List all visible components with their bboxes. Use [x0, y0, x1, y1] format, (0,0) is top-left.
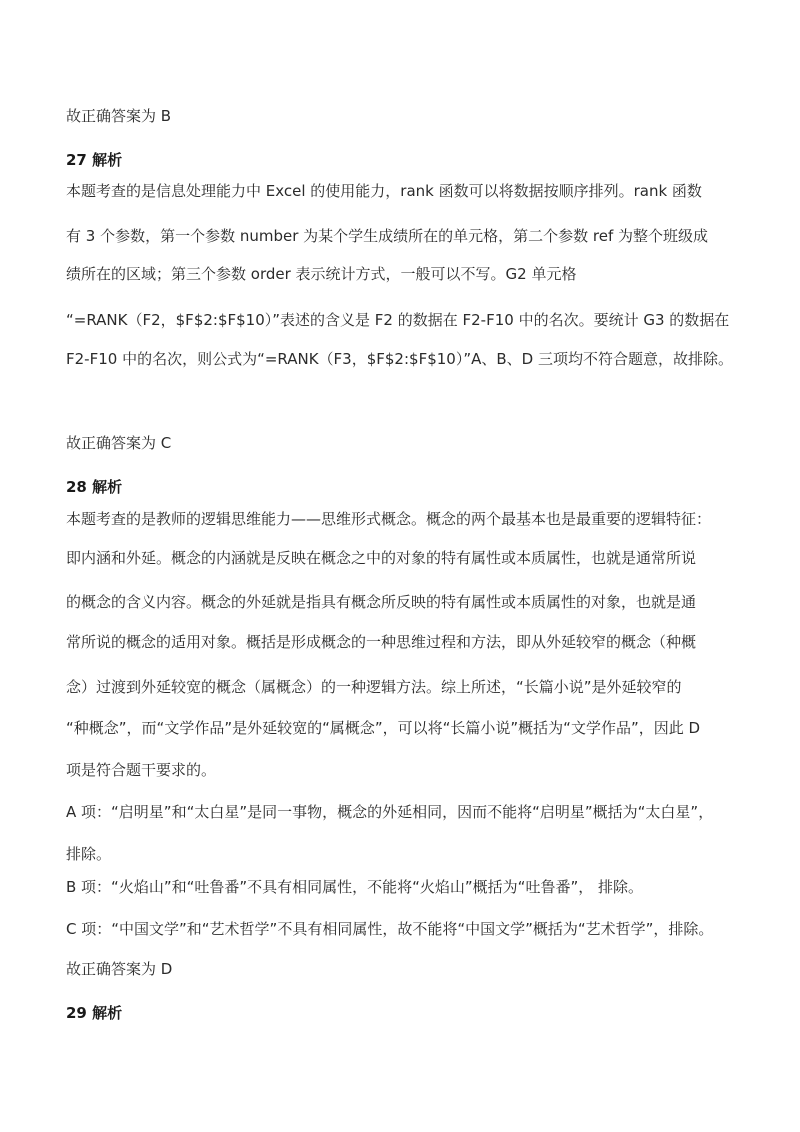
answer-line: 故正确答案为 B — [66, 107, 172, 125]
paragraph-line: C 项：“中国文学”和“艺术哲学”不具有相同属性，故不能将“中国文学”概括为“艺术哲学”，排除。 — [66, 920, 714, 938]
section-heading: 27 解析 — [66, 151, 123, 169]
paragraph-line: 本题考查的是教师的逻辑思维能力——思维形式概念。概念的两个最基本也是最重要的逻辑特征： — [66, 510, 712, 528]
paragraph-line: 项是符合题干要求的。 — [66, 761, 217, 779]
paragraph-line: “种概念”，而“文学作品”是外延较宽的“属概念”，可以将“长篇小说”概括为“文学作品”，因此 D — [66, 719, 701, 737]
answer-line: 故正确答案为 D — [66, 960, 173, 978]
paragraph-line: A 项：“启明星”和“太白星”是同一事物，概念的外延相同，因而不能将“启明星”概括为“太白星”， — [66, 803, 714, 821]
paragraph-line: 即内涵和外延。概念的内涵就是反映在概念之中的对象的特有属性或本质属性，也就是通常所说 — [66, 549, 697, 567]
section-heading: 28 解析 — [66, 478, 123, 496]
paragraph-line: F2-F10 中的名次，则公式为“=RANK（F3，$F$2:$F$10）”A、B、D 三项均不符合题意，故排除。 — [66, 350, 733, 368]
paragraph-line: 绩所在的区域；第三个参数 order 表示统计方式，一般可以不写。G2 单元格 — [66, 265, 577, 283]
paragraph-line: “=RANK（F2，$F$2:$F$10）”表述的含义是 F2 的数据在 F2-F10 中的名次。要统计 G3 的数据在 — [66, 311, 730, 329]
section-heading: 29 解析 — [66, 1004, 123, 1022]
paragraph-line: B 项：“火焰山”和“吐鲁番”不具有相同属性，不能将“火焰山”概括为“吐鲁番”， 排除。 — [66, 878, 643, 896]
paragraph-line: 念）过渡到外延较宽的概念（属概念）的一种逻辑方法。综上所述，“长篇小说”是外延较窄的 — [66, 678, 682, 696]
paragraph-line: 有 3 个参数，第一个参数 number 为某个学生成绩所在的单元格，第二个参数 ref 为整个班级成 — [66, 227, 709, 245]
paragraph-line: 常所说的概念的适用对象。概括是形成概念的一种思维过程和方法，即从外延较窄的概念（种概 — [66, 633, 697, 651]
paragraph-line: 排除。 — [66, 845, 112, 863]
answer-line: 故正确答案为 C — [66, 434, 172, 452]
paragraph-line: 的概念的含义内容。概念的外延就是指具有概念所反映的特有属性或本质属性的对象，也就是通 — [66, 593, 697, 611]
paragraph-line: 本题考查的是信息处理能力中 Excel 的使用能力，rank 函数可以将数据按顺序排列。rank 函数 — [66, 182, 702, 200]
